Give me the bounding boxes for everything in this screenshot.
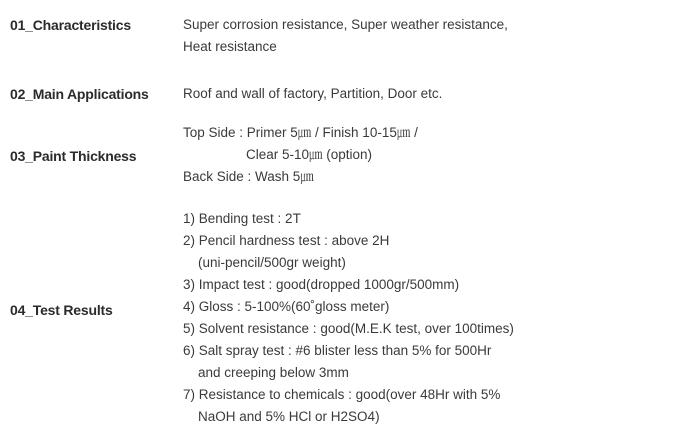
- test-results-content: [183, 208, 683, 428]
- paint-thickness-label: 03_Paint Thickness: [10, 148, 137, 164]
- characteristics-line: Super corrosion resistance, Super weather resistance,: [183, 17, 508, 32]
- applications-line: Roof and wall of factory, Partition, Door etc.: [183, 86, 443, 101]
- test-result-line: 2) Pencil hardness test : above 2H: [183, 233, 390, 248]
- paint-thickness-content: [183, 122, 683, 188]
- test-result-line: (uni-pencil/500gr weight): [198, 255, 346, 270]
- paint-thickness-line: Clear 5-10㎛ (option): [246, 147, 373, 162]
- test-result-line: and creeping below 3mm: [198, 365, 349, 380]
- test-result-line: 1) Bending test : 2T: [183, 211, 301, 226]
- test-result-line: NaOH and 5% HCl or H2SO4): [198, 409, 380, 424]
- characteristics-content: [183, 14, 683, 58]
- test-results-label: 04_Test Results: [10, 302, 113, 318]
- characteristics-label: 01_Characteristics: [10, 17, 131, 33]
- test-result-line: 4) Gloss : 5-100%(60˚gloss meter): [183, 299, 390, 314]
- test-result-line: 6) Salt spray test : #6 blister less than 5% for 500Hr: [183, 343, 492, 358]
- paint-thickness-line: Top Side : Primer 5㎛ / Finish 10-15㎛ /: [183, 125, 418, 140]
- test-result-line: 5) Solvent resistance : good(M.E.K test, over 100times): [183, 321, 514, 336]
- applications-label: 02_Main Applications: [10, 86, 149, 102]
- test-result-line: 3) Impact test : good(dropped 1000gr/500mm): [183, 277, 460, 292]
- test-result-line: 7) Resistance to chemicals : good(over 48Hr with 5%: [183, 387, 501, 402]
- characteristics-line: Heat resistance: [183, 39, 277, 54]
- applications-content: [183, 83, 683, 105]
- paint-thickness-line: Back Side : Wash 5㎛: [183, 169, 314, 184]
